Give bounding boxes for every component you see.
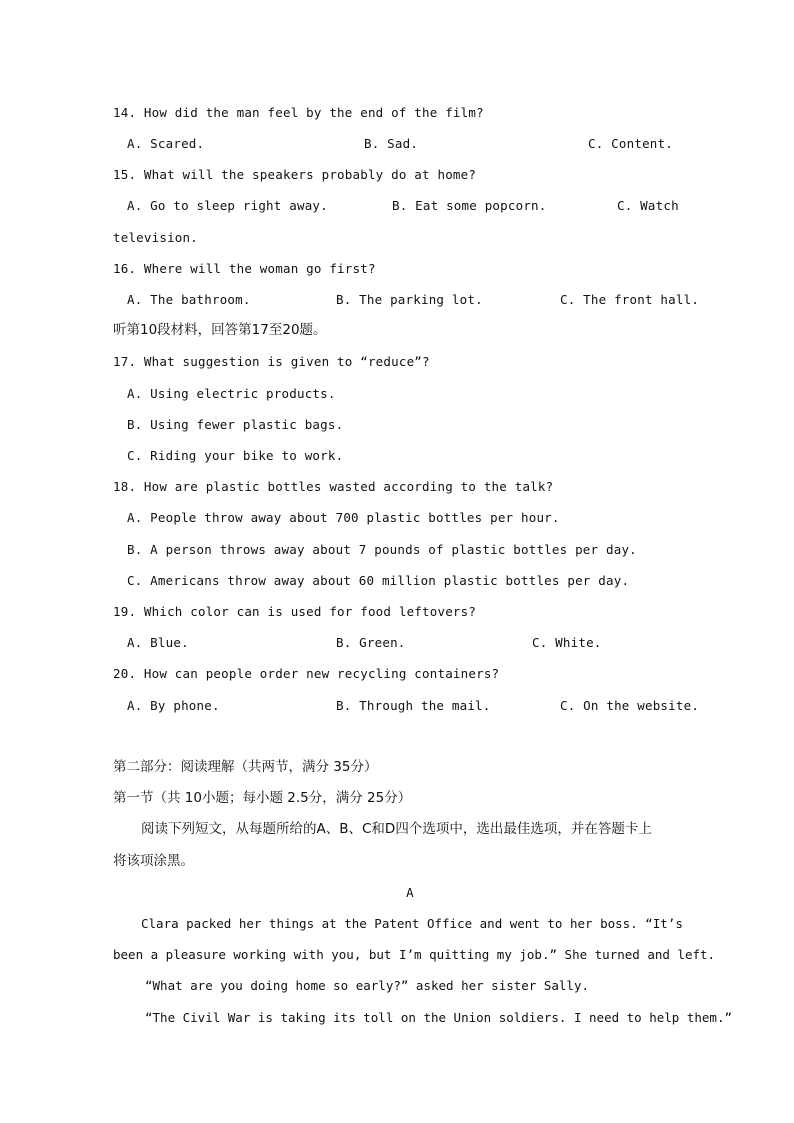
question-16-option-b: B. The parking lot.: [336, 292, 483, 307]
section-10-instruction: 听第10段材料，回答第17至20题。: [113, 322, 327, 338]
passage-line-4: “The Civil War is taking its toll on the Union soldiers. I need to help them.”: [145, 1010, 732, 1025]
question-18-option-b: B. A person throws away about 7 pounds of plastic bottles per day.: [127, 542, 637, 557]
question-15-option-b: B. Eat some popcorn.: [392, 198, 547, 213]
question-18-option-c: C. Americans throw away about 60 million plastic bottles per day.: [127, 573, 630, 588]
question-19-option-a: A. Blue.: [127, 635, 189, 650]
question-20-stem: 20. How can people order new recycling containers?: [113, 666, 500, 681]
question-17-option-a: A. Using electric products.: [127, 386, 336, 401]
question-14-stem: 14. How did the man feel by the end of the film?: [113, 105, 484, 120]
question-14-option-c: C. Content.: [588, 136, 673, 151]
question-18-stem: 18. How are plastic bottles wasted according to the talk?: [113, 479, 554, 494]
question-15-stem: 15. What will the speakers probably do at home?: [113, 167, 477, 182]
question-18-option-a: A. People throw away about 700 plastic bottles per hour.: [127, 510, 560, 525]
section-1-heading: 第一节（共 10小题；每小题 2.5分，满分 25分）: [113, 790, 412, 806]
question-15-option-c-continuation: television.: [113, 230, 198, 245]
question-14-option-b: B. Sad.: [364, 136, 419, 151]
question-19-option-b: B. Green.: [336, 635, 406, 650]
passage-line-1: Clara packed her things at the Patent Office and went to her boss. “It’s: [141, 916, 683, 931]
passage-line-2: been a pleasure working with you, but I’m quitting my job.” She turned and left.: [113, 947, 716, 962]
question-15-option-c: C. Watch: [617, 198, 679, 213]
passage-label: A: [406, 885, 414, 900]
question-20-option-a: A. By phone.: [127, 698, 220, 713]
reading-instruction-line-2: 将该项涂黑。: [113, 853, 194, 869]
reading-instruction-line-1: 阅读下列短文，从每题所给的A、B、C和D四个选项中，选出最佳选项，并在答题卡上: [141, 821, 652, 837]
passage-line-3: “What are you doing home so early?” asked her sister Sally.: [145, 978, 590, 993]
question-17-stem: 17. What suggestion is given to “reduce”?: [113, 354, 430, 369]
question-17-option-c: C. Riding your bike to work.: [127, 448, 344, 463]
question-16-option-c: C. The front hall.: [560, 292, 700, 307]
question-19-option-c: C. White.: [532, 635, 602, 650]
question-20-option-c: C. On the website.: [560, 698, 700, 713]
question-20-option-b: B. Through the mail.: [336, 698, 491, 713]
question-17-option-b: B. Using fewer plastic bags.: [127, 417, 344, 432]
part-2-heading: 第二部分：阅读理解（共两节，满分 35分）: [113, 759, 378, 775]
question-14-option-a: A. Scared.: [127, 136, 205, 151]
question-15-option-a: A. Go to sleep right away.: [127, 198, 328, 213]
question-16-stem: 16. Where will the woman go first?: [113, 261, 376, 276]
question-19-stem: 19. Which color can is used for food leftovers?: [113, 604, 477, 619]
question-16-option-a: A. The bathroom.: [127, 292, 251, 307]
